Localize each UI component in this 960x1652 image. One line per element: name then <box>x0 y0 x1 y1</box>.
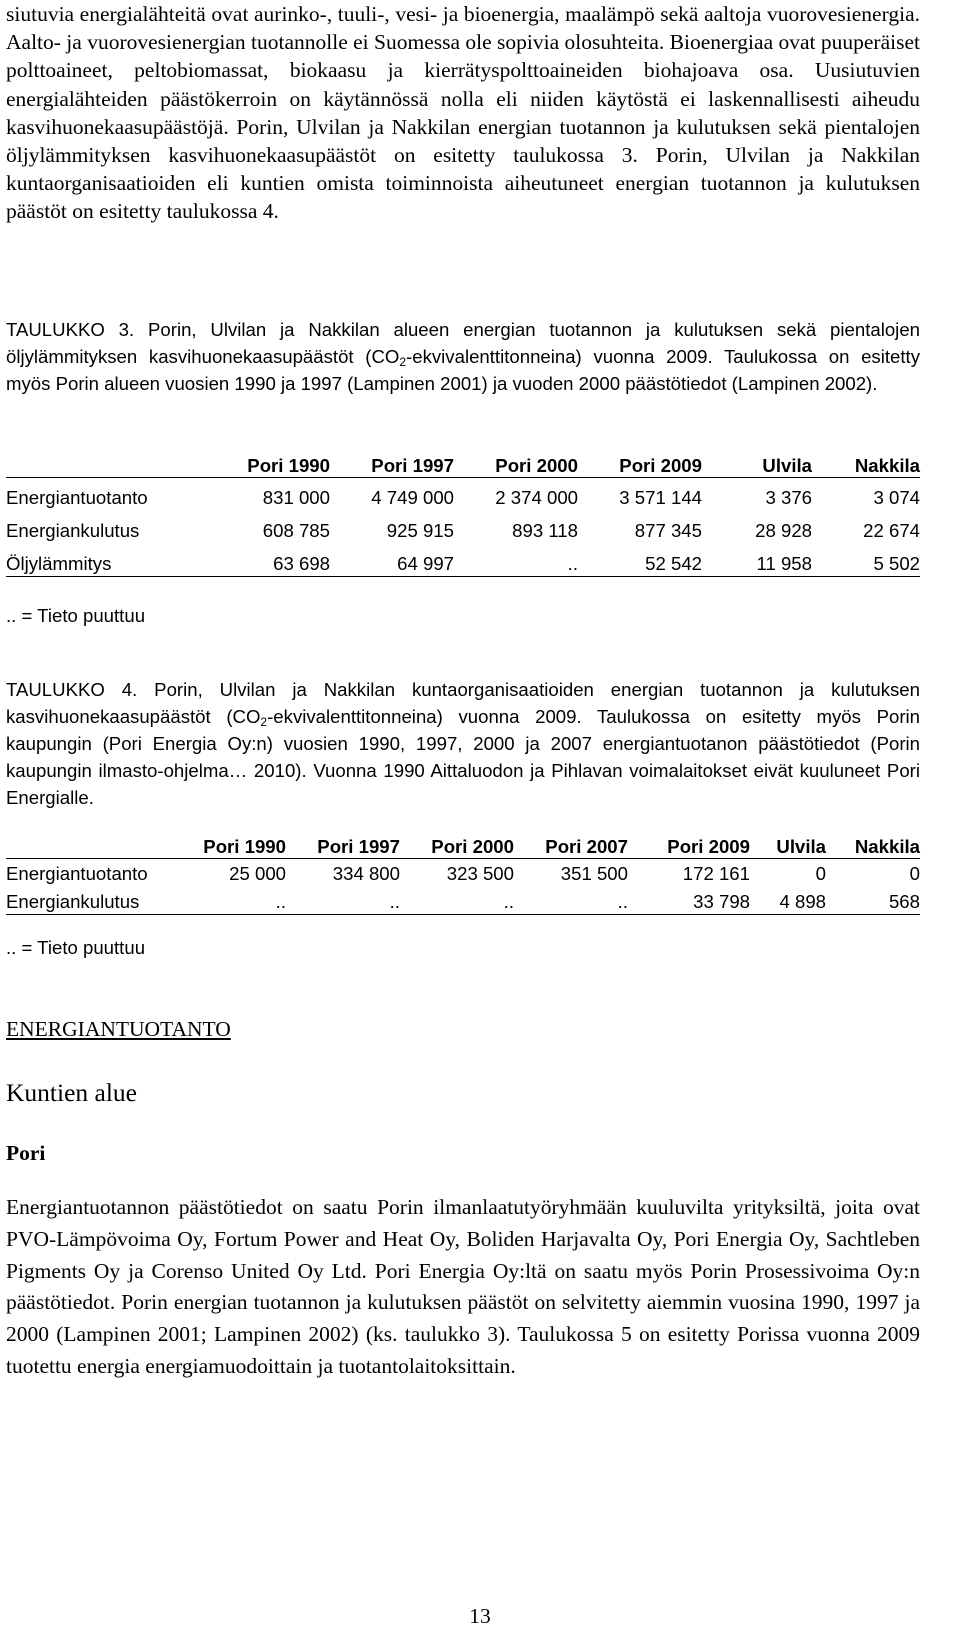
table3-header-cell: Pori 1997 <box>330 451 454 477</box>
table4-caption <box>6 676 920 811</box>
table3-header-cell: Nakkila <box>812 451 920 477</box>
table4-cell: .. <box>286 886 400 914</box>
subsubheading: Pori <box>6 1141 46 1165</box>
table4-header-cell: Pori 2009 <box>628 832 750 858</box>
table3-cell: 5 502 <box>812 543 920 576</box>
table4-cell: 323 500 <box>446 863 514 884</box>
table4-row-label: Energiantuotanto <box>6 863 148 884</box>
table-row <box>6 543 920 576</box>
table3-caption-subscript: 2 <box>399 355 407 369</box>
table3-cell: 28 928 <box>755 520 812 541</box>
table3-caption-before: TAULUKKO 3. Porin, Ulvilan ja Nakkilan alueen energian tuotannon ja kulutuksen sekä pientalojen öljylämmityksen kasvihuonekaasupäästöt (CO <box>6 319 920 367</box>
table4 <box>6 832 920 915</box>
table3-cell: 877 345 <box>634 520 702 541</box>
table3-cell: .. <box>454 543 578 576</box>
table3-note: .. = Tieto puuttuu <box>6 605 146 626</box>
table-row <box>6 858 920 886</box>
table-row <box>6 510 920 543</box>
table3-header-cell: Pori 1990 <box>220 451 330 477</box>
table3-cell: 64 997 <box>330 543 454 576</box>
table4-header-cell: Ulvila <box>750 832 826 858</box>
body-paragraph: Energiantuotannon päästötiedot on saatu Porin ilmanlaatutyöryhmään kuuluvilta yrityksiltä, joita ovat PVO-Lämpövoima Oy, Fortum Power and Heat Oy, Boliden Harjavalta Oy, Pori Energia Oy, Sachtleben Pigments Oy ja Corenso United Oy Ltd. Pori Energia Oy:ltä on saatu myös Porin Prosessivoima Oy:n päästötiedot. Porin energian tuotannon ja kulutuksen päästöt on selvitetty aiemmin vuosina 1990, 1997 ja 2000 (Lampinen 2001; Lampinen 2002) (ks. taulukko 3). Taulukossa 5 on esitetty Porissa vuonna 2009 tuotettu energia energiamuodoittain ja tuotantolaitoksittain. <box>6 1195 920 1378</box>
table-row <box>6 886 920 914</box>
table3-cell: 4 749 000 <box>371 487 454 508</box>
table4-cell: 334 800 <box>332 863 400 884</box>
table4-cell: .. <box>514 886 628 914</box>
table4-header-row <box>6 832 920 858</box>
table3-cell: 3 074 <box>873 487 920 508</box>
table4-cell: 351 500 <box>560 863 628 884</box>
table4-header-cell <box>6 832 176 858</box>
subheading: Kuntien alue <box>6 1078 137 1107</box>
table3-cell: 3 376 <box>765 487 812 508</box>
table3-caption <box>6 316 920 397</box>
table4-row-label: Energiankulutus <box>6 886 176 914</box>
table3-cell: 925 915 <box>386 520 454 541</box>
table3-cell: 831 000 <box>262 487 330 508</box>
table-row <box>6 477 920 510</box>
table3-cell: 3 571 144 <box>619 487 702 508</box>
table4-cell: 4 898 <box>750 886 826 914</box>
table3-cell: 608 785 <box>262 520 330 541</box>
section-heading: ENERGIANTUOTANTO <box>6 1017 231 1041</box>
table3-header-cell: Ulvila <box>702 451 812 477</box>
table4-cell: 172 161 <box>682 863 750 884</box>
table3-header-row <box>6 451 920 477</box>
table4-header-cell: Pori 2007 <box>514 832 628 858</box>
table3-cell: 52 542 <box>578 543 702 576</box>
intro-paragraph: siutuvia energialähteitä ovat aurinko-, tuuli-, vesi- ja bioenergia, maalämpö sekä aaltoja vuorovesienergia. Aalto- ja vuorovesienergian tuotannolle ei Suomessa ole sopivia olosuhteita. Bioenergiaa ovat puuperäiset polttoaineet, peltobiomassat, biokaasu ja kierrätyspolttoaineiden biohajoava osa. Uusiutuvien energialähteiden päästökerroin on käytännössä nolla eli niiden käytöstä ei laskennallisesti aiheudu kasvihuonekaasupäästöjä. Porin, Ulvilan ja Nakkilan energian tuotannon ja kulutuksen sekä pientalojen öljylämmityksen kasvihuonekaasupäästöt on esitetty taulukossa 3. Porin, Ulvilan ja Nakkilan kuntaorganisaatioiden eli kuntien omista toiminnoista aiheutuneet energian tuotannon ja kulutuksen päästöt on esitetty taulukossa 4. <box>6 2 920 224</box>
table3-header-cell: Pori 2009 <box>578 451 702 477</box>
table4-cell: 25 000 <box>229 863 286 884</box>
table3-cell: 893 118 <box>512 520 578 541</box>
table4-header-cell: Pori 1990 <box>176 832 286 858</box>
table4-caption-after: -ekvivalenttitonneina) vuonna 2009. Taulukossa on esitetty myös Porin kaupungin (Pori Energia Oy:n) vuosien 1990, 1997, 2000 ja 2007 energiantuotanon päästötiedot (Porin kaupungin ilmasto-ohjelma… 2010). Vuonna 1990 Aittaluodon ja Pihlavan voimalaitokset eivät kuuluneet Pori Energialle. <box>6 706 920 808</box>
table3-cell: 22 674 <box>863 520 920 541</box>
table3-header-cell: Pori 2000 <box>454 451 578 477</box>
table4-header-cell: Pori 1997 <box>286 832 400 858</box>
table4-cell: 33 798 <box>628 886 750 914</box>
table3-row-label: Öljylämmitys <box>6 543 220 576</box>
table3-cell: 2 374 000 <box>495 487 578 508</box>
table3-caption-after: -ekvivalenttitonneina) vuonna 2009. Taulukossa on esitetty myös Porin alueen vuosien 1990 ja 1997 (Lampinen 2001) ja vuoden 2000 päästötiedot (Lampinen 2002). <box>6 346 920 394</box>
table4-cell: 0 <box>909 863 920 884</box>
table4-header-cell: Nakkila <box>826 832 920 858</box>
table4-caption-before: TAULUKKO 4. Porin, Ulvilan ja Nakkilan kuntaorganisaatioiden energian tuotannon ja kulutuksen kasvihuonekaasupäästöt (CO <box>6 679 920 727</box>
table4-cell: 568 <box>826 886 920 914</box>
table4-cell: .. <box>176 886 286 914</box>
table3-cell: 63 698 <box>220 543 330 576</box>
table4-note: .. = Tieto puuttuu <box>6 937 146 958</box>
table4-caption-subscript: 2 <box>260 715 268 729</box>
table3-cell: 11 958 <box>702 543 812 576</box>
table3 <box>6 451 920 577</box>
table3-row-label: Energiankulutus <box>6 520 140 541</box>
table4-header-cell: Pori 2000 <box>400 832 514 858</box>
table4-cell: 0 <box>815 863 826 884</box>
table4-cell: .. <box>400 886 514 914</box>
table3-header-cell <box>6 451 220 477</box>
table3-row-label: Energiantuotanto <box>6 487 148 508</box>
page-number: 13 <box>469 1604 491 1628</box>
